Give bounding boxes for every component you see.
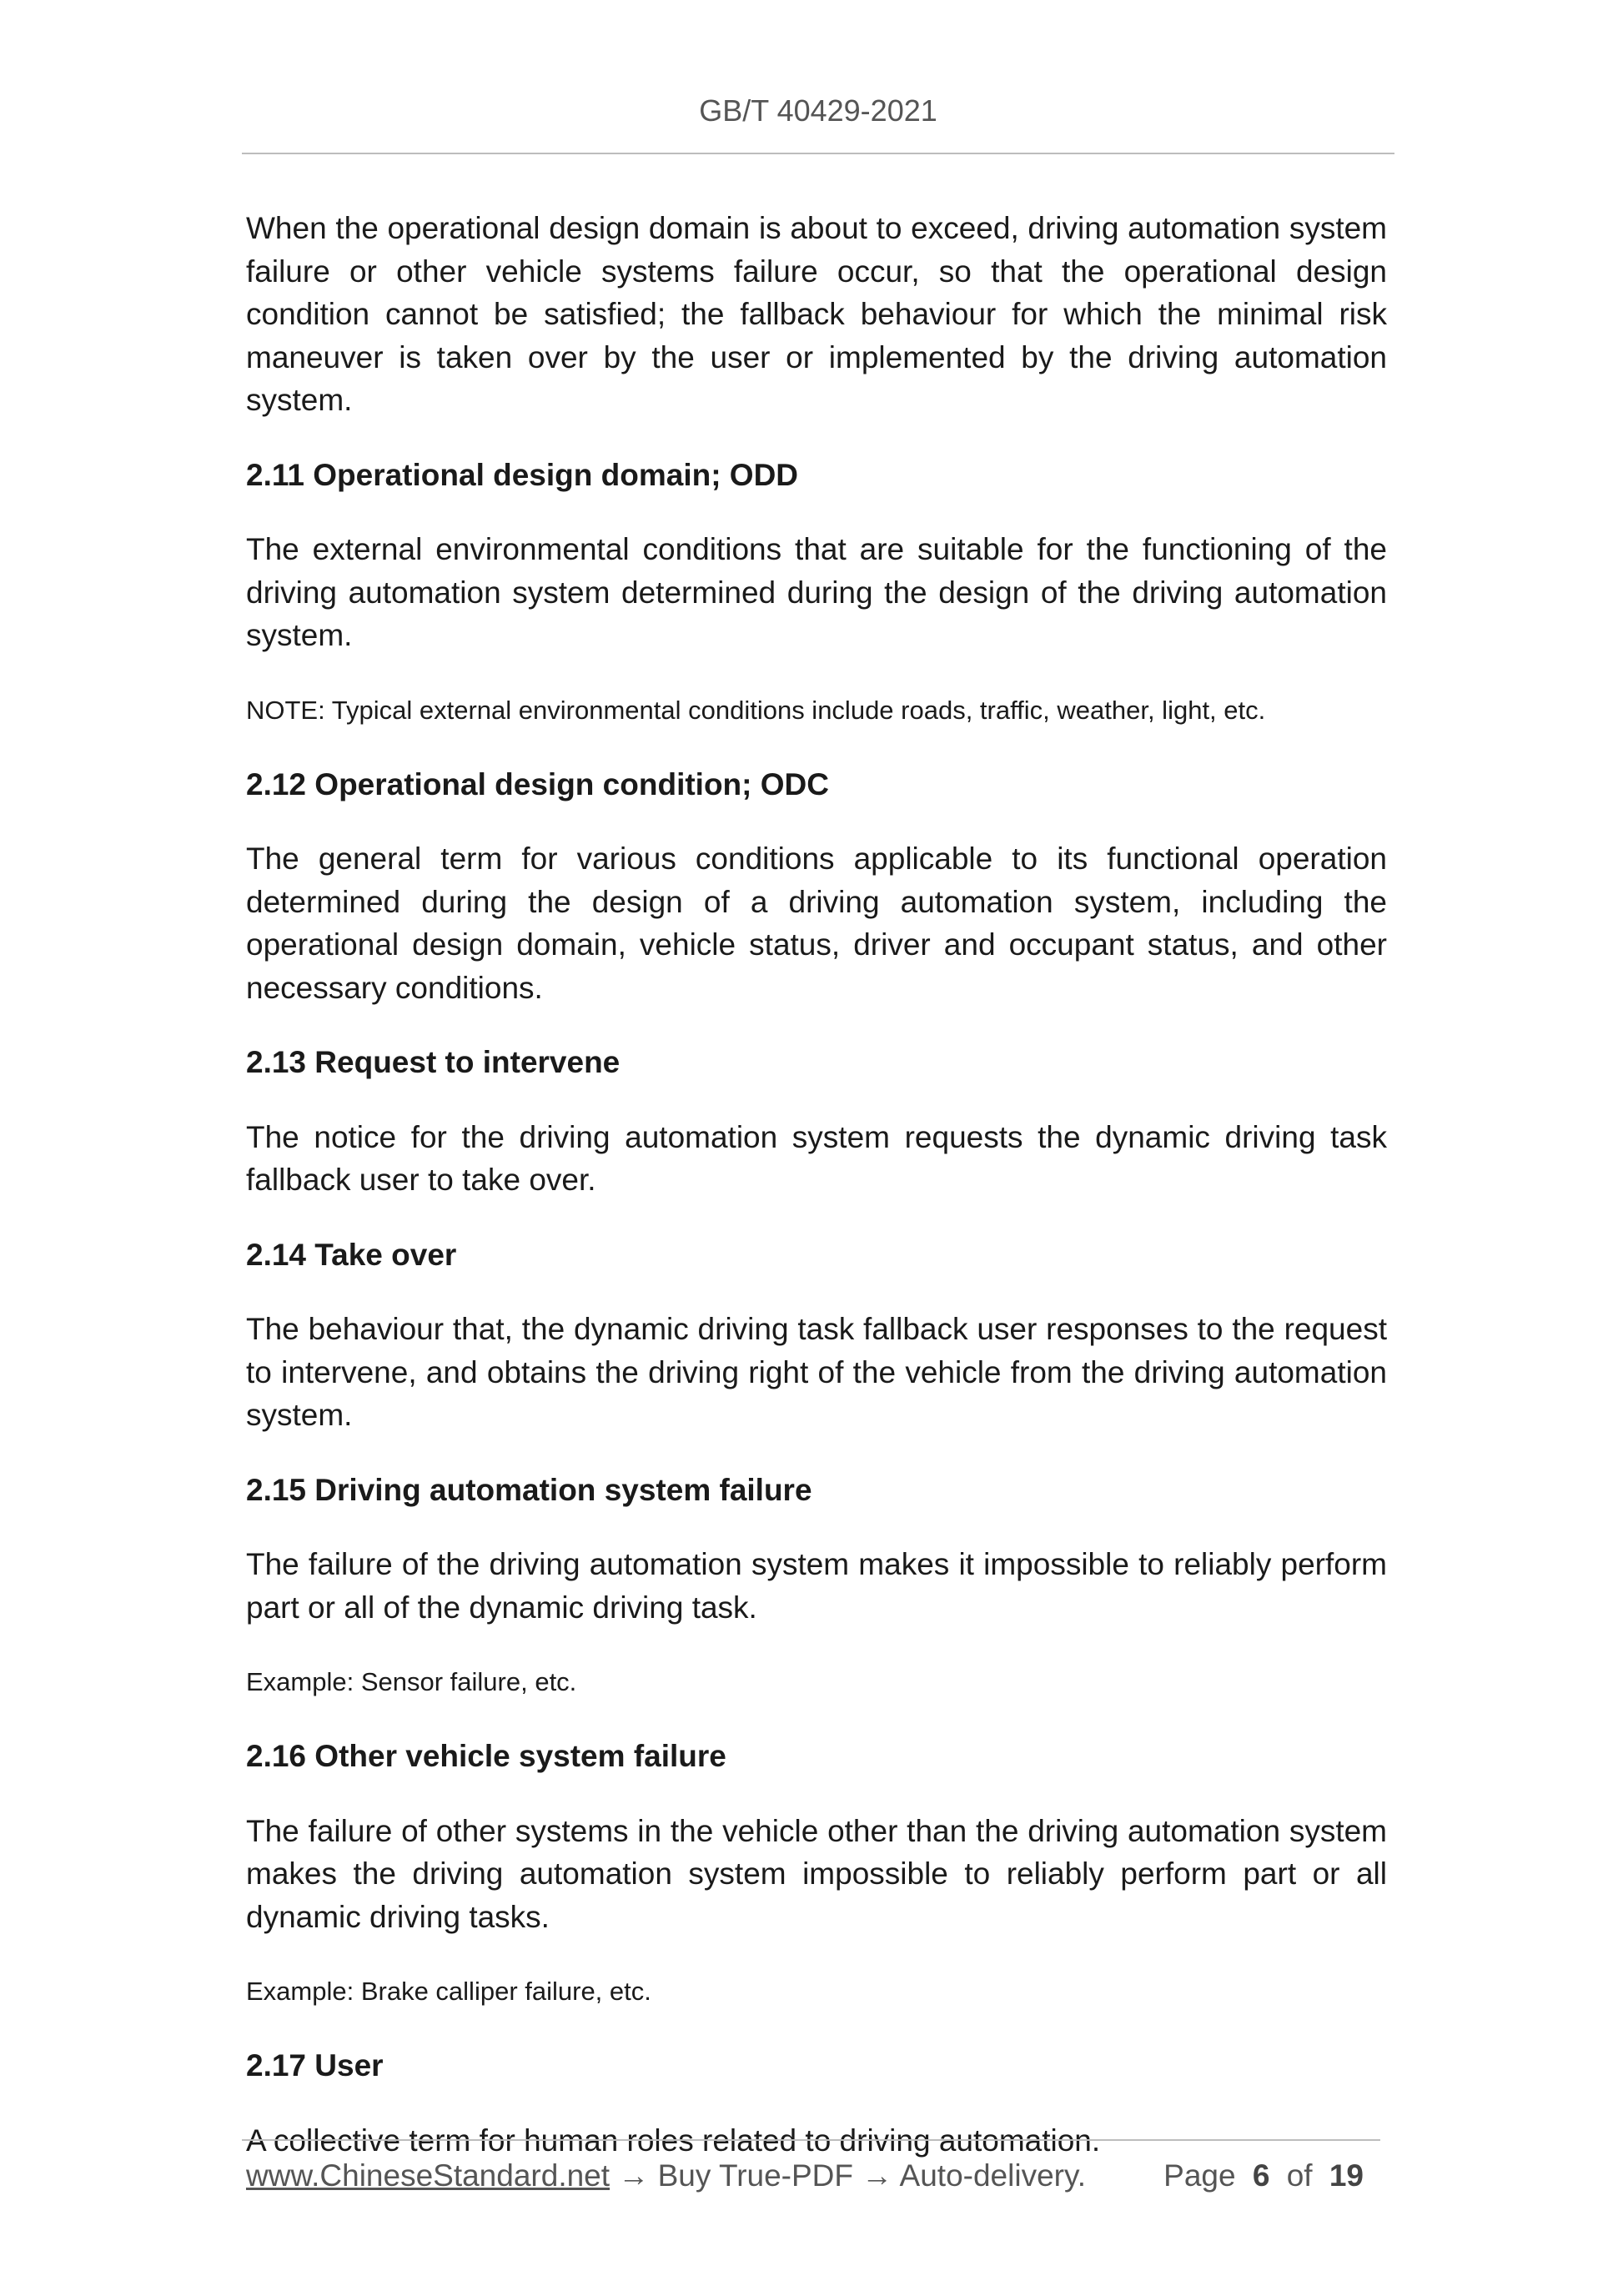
- example-2-15: Example: Sensor failure, etc.: [246, 1667, 577, 1696]
- page-label: Page: [1163, 2158, 1236, 2193]
- arrow-icon: →: [618, 2158, 650, 2193]
- paragraph-2-16: The failure of other systems in the vehicle other than the driving automation system makes the driving automation system impossible to reliably perform part or all dynamic driving tasks.: [246, 1813, 1387, 1934]
- paragraph-2-12: The general term for various conditions applicable to its functional operation determined during the design of a driving automation system, including the operational design domain, vehicle status, driver and occupant status, and other necessary conditions.: [246, 842, 1387, 1005]
- paragraph-intro: When the operational design domain is about to exceed, driving automation system failure or other vehicle systems failure occur, so that the operational design condition cannot be satisfied; the fallback behaviour for which the minimal risk maneuver is taken over by the user or implemented by the driving automation system.: [246, 211, 1387, 417]
- section-heading-2-11: 2.11 Operational design domain; ODD: [246, 457, 799, 492]
- paragraph-2-17: A collective term for human roles related to driving automation.: [246, 2123, 1101, 2158]
- footer-divider: [242, 2139, 1380, 2141]
- section-heading-2-12: 2.12 Operational design condition; ODC: [246, 766, 829, 801]
- of-label: of: [1286, 2158, 1313, 2193]
- section-heading-2-14: 2.14 Take over: [246, 1237, 457, 1272]
- section-heading-2-17: 2.17 User: [246, 2048, 384, 2082]
- section-heading-2-13: 2.13 Request to intervene: [246, 1045, 621, 1079]
- auto-delivery-text: Auto-delivery.: [899, 2158, 1087, 2193]
- paragraph-2-13: The notice for the driving automation system requests the dynamic driving task fallback user to take over.: [246, 1119, 1387, 1197]
- section-heading-2-15: 2.15 Driving automation system failure: [246, 1472, 812, 1507]
- page-current: 6: [1252, 2158, 1270, 2193]
- header-divider: [242, 153, 1394, 154]
- note-2-11: NOTE: Typical external environmental conditions include roads, traffic, weather, light, etc.: [246, 695, 1266, 725]
- example-2-16: Example: Brake calliper failure, etc.: [246, 1977, 651, 2006]
- paragraph-2-14: The behaviour that, the dynamic driving task fallback user responses to the request to intervene, and obtains the driving right of the vehicle from the driving automation system.: [246, 1312, 1387, 1432]
- document-header-id: GB/T 40429-2021: [699, 93, 937, 128]
- arrow-icon: →: [862, 2158, 893, 2193]
- document-body: [246, 207, 1387, 2193]
- page-footer: [246, 2158, 1380, 2193]
- buy-true-pdf-text: Buy True-PDF: [657, 2158, 854, 2193]
- page-number: [1163, 2158, 1372, 2193]
- section-heading-2-16: 2.16 Other vehicle system failure: [246, 1739, 726, 1773]
- page-total: 19: [1329, 2158, 1364, 2193]
- website-link[interactable]: www.ChineseStandard.net: [246, 2158, 611, 2193]
- paragraph-2-11: The external environmental conditions that are suitable for the functioning of the driving automation system determined during the design of the driving automation system.: [246, 532, 1387, 652]
- paragraph-2-15: The failure of the driving automation system makes it impossible to reliably perform part or all of the dynamic driving task.: [246, 1547, 1387, 1625]
